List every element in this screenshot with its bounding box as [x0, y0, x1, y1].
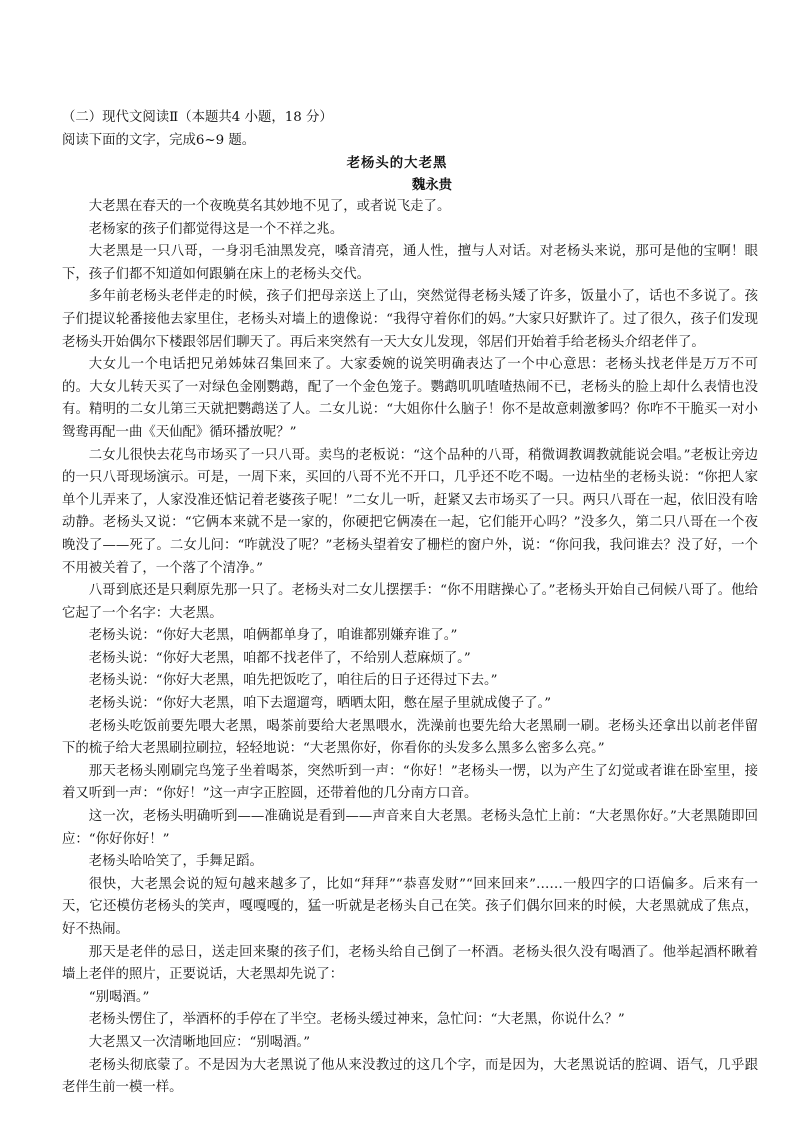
paragraph: 老杨头说：“你好大老黑，咱下去遛遛弯，晒晒太阳，憋在屋子里就成傻子了。” [88, 696, 552, 712]
paragraph: 老杨头说：“你好大老黑，咱俩都单身了，咱谁都别嫌弃谁了。” [88, 628, 458, 644]
paragraph: 这一次，老杨头明确听到——准确说是看到——声音来自大老黑。老杨头急忙上前：“大老黑你好。”大老黑随即回应：“你好你好！” [62, 809, 758, 847]
paragraph: 老杨头说：“你好大老黑，咱都不找老伴了，不给别人惹麻烦了。” [88, 650, 471, 666]
paragraph: 老杨家的孩子们都觉得这是一个不祥之兆。 [88, 221, 344, 237]
paragraph: 老杨头哈哈笑了，手舞足蹈。 [88, 854, 263, 870]
paragraph: 二女儿很快去花鸟市场买了一只八哥。卖鸟的老板说：“这个品种的八哥，稍微调教调教就能说会唱。”老板让旁边的一只八哥现场演示。可是，一周下来，买回的八哥不光不开口，几乎还不吃不喝。一边枯坐的老杨头说：“你把人家单个儿弄来了，人家没准还惦记着老婆孩子呢！”二女儿一听，赶紧又去市场买了一只。两只八哥在一起，依旧没有啥动静。老杨头又说：“它俩本来就不是一家的，你硬把它俩凑在一起，它们能开心吗？”没多久，第二只八哥在一个夜晚没了——死了。二女儿问：“咋就没了呢？”老杨头望着安了栅栏的窗户外，说：“你问我，我问谁去？没了好，一个不用被关着了，一个落了个清净。” [62, 447, 758, 576]
paragraph: 大老黑是一只八哥，一身羽毛油黑发亮，嗓音清亮，通人性，擅与人对话。对老杨头来说，那可是他的宝啊！眼下，孩子们都不知道如何跟躺在床上的老杨头交代。 [62, 244, 758, 282]
paragraph: 老杨头愣住了，举酒杯的手停在了半空。老杨头缓过神来，急忙问：“大老黑，你说什么？” [88, 1012, 625, 1028]
reading-instruction: 阅读下面的文字，完成6~9 题。 [62, 132, 256, 148]
paragraph: 大老黑在春天的一个夜晚莫名其妙地不见了，或者说飞走了。 [88, 199, 451, 214]
paragraph: 八哥到底还是只剩原先那一只了。老杨头对二女儿摆摆手：“你不用瞎操心了。”老杨头开始自己伺候八哥了。他给它起了一个名字：大老黑。 [62, 583, 758, 621]
paragraph: 那天老杨头刚刷完鸟笼子坐着喝茶，突然听到一声：“你好！”老杨头一愣，以为产生了幻觉或者谁在卧室里，接着又听到一声：“你好！”这一声字正腔圆，还带着他的几分南方口音。 [62, 763, 758, 802]
section-heading: （二）现代文阅读Ⅱ（本题共4 小题，18 分） [62, 110, 333, 125]
article-body [62, 196, 758, 1100]
article-author: 魏永贵 [411, 177, 453, 193]
paragraph: 老杨头彻底蒙了。不是因为大老黑说了他从来没教过的这几个字，而是因为，大老黑说话的腔调、语气，几乎跟老伴生前一模一样。 [62, 1057, 758, 1096]
paragraph: 很快，大老黑会说的短句越来越多了，比如“拜拜”“恭喜发财”“回来回来”……一般四字的口语偏多。后来有一天，它还模仿老杨头的笑声，嘎嘎嘎的，猛一听就是老杨头自己在笑。孩子们偶尔回来的时候，大老黑就成了焦点，好不热闹。 [62, 876, 758, 937]
paragraph: 老杨头吃饭前要先喂大老黑，喝茶前要给大老黑喂水，洗澡前也要先给大老黑刷一刷。老杨头还拿出以前老伴留下的梳子给大老黑刷拉刷拉，轻轻地说：“大老黑你好，你看你的头发多么黑多么密多么亮。” [62, 718, 758, 757]
paragraph: 大老黑又一次清晰地回应：“别喝酒。” [88, 1034, 311, 1050]
paragraph: 大女儿一个电话把兄弟姊妹召集回来了。大家委婉的说笑明确表达了一个中心意思：老杨头找老伴是万万不可的。大女儿转天买了一对绿色金刚鹦鹉，配了一个金色笼子。鹦鹉叽叽喳喳热闹不已，老杨头的脸上却什么表情也没有。精明的二女儿第三天就把鹦鹉送了人。二女儿说：“大姐你什么脑子！你不是故意刺激爹吗？你咋不干脆买一对小鸳鸯再配一曲《天仙配》循环播放呢？” [62, 357, 758, 440]
paragraph: 老杨头说：“你好大老黑，咱先把饭吃了，咱往后的日子还得过下去。” [88, 673, 498, 689]
paragraph: “别喝酒。” [88, 989, 150, 1005]
paragraph: 那天是老伴的忌日，送走回来聚的孩子们，老杨头给自己倒了一杯酒。老杨头很久没有喝酒了。他举起酒杯瞅着墙上老伴的照片，正要说话，大老黑却先说了： [62, 944, 758, 983]
article-title: 老杨头的大老黑 [346, 155, 448, 171]
paragraph: 多年前老杨头老伴走的时候，孩子们把母亲送上了山，突然觉得老杨头矮了许多，饭量小了，话也不多说了。孩子们提议轮番接他去家里住，老杨头对墙上的遗像说：“我得守着你们的妈。”大家只好默许了。过了很久，孩子们发现老杨头开始偶尔下楼跟邻居们聊天了。再后来突然有一天大女儿发现，邻居们开始着手给老杨头介绍老伴了。 [62, 289, 758, 350]
